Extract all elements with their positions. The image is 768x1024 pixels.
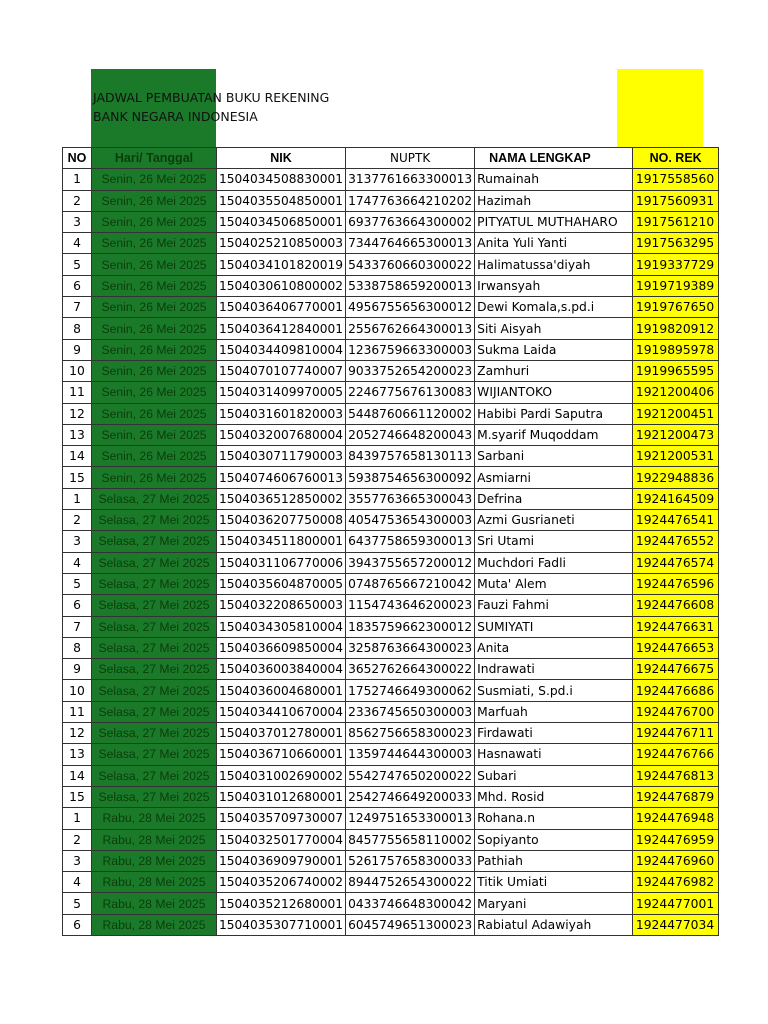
- header-no: NO: [63, 148, 92, 169]
- cell-no: 11: [63, 382, 92, 403]
- cell-nik: 1504036909790001: [217, 850, 346, 871]
- cell-nuptk: 5448760661120002: [346, 403, 475, 424]
- cell-nama-lengkap: Siti Aisyah: [475, 318, 633, 339]
- cell-hari-tanggal: Selasa, 27 Mei 2025: [92, 552, 217, 573]
- cell-no: 11: [63, 701, 92, 722]
- cell-nuptk: 3652762664300022: [346, 659, 475, 680]
- table-row: [63, 190, 719, 211]
- cell-no-rek: 1924476596: [633, 573, 719, 594]
- cell-nik: 1504025210850003: [217, 233, 346, 254]
- cell-nik: 1504035206740002: [217, 872, 346, 893]
- cell-nuptk: 3943755657200012: [346, 552, 475, 573]
- cell-nik: 1504032501770004: [217, 829, 346, 850]
- cell-nik: 1504034101820019: [217, 254, 346, 275]
- rek-column-header-fill: [617, 69, 703, 147]
- cell-no: 9: [63, 659, 92, 680]
- cell-hari-tanggal: Selasa, 27 Mei 2025: [92, 637, 217, 658]
- cell-no-rek: 1924476879: [633, 786, 719, 807]
- cell-nuptk: 1747763664210202: [346, 190, 475, 211]
- cell-no: 10: [63, 360, 92, 381]
- cell-hari-tanggal: Senin, 26 Mei 2025: [92, 424, 217, 445]
- cell-nik: 1504036609850004: [217, 637, 346, 658]
- cell-no-rek: 1924476653: [633, 637, 719, 658]
- cell-nama-lengkap: Azmi Gusrianeti: [475, 510, 633, 531]
- cell-nama-lengkap: PITYATUL MUTHAHARO: [475, 211, 633, 232]
- cell-nama-lengkap: Sri Utami: [475, 531, 633, 552]
- cell-nama-lengkap: Fauzi Fahmi: [475, 595, 633, 616]
- cell-nama-lengkap: Indrawati: [475, 659, 633, 680]
- cell-no: 5: [63, 573, 92, 594]
- cell-no-rek: 1924476960: [633, 850, 719, 871]
- cell-no: 6: [63, 914, 92, 935]
- cell-hari-tanggal: Rabu, 28 Mei 2025: [92, 829, 217, 850]
- cell-nuptk: 1236759663300003: [346, 339, 475, 360]
- cell-no: 2: [63, 829, 92, 850]
- cell-hari-tanggal: Selasa, 27 Mei 2025: [92, 488, 217, 509]
- cell-nama-lengkap: Maryani: [475, 893, 633, 914]
- cell-no-rek: 1917560931: [633, 190, 719, 211]
- cell-no: 4: [63, 872, 92, 893]
- cell-no-rek: 1919820912: [633, 318, 719, 339]
- cell-no: 8: [63, 318, 92, 339]
- cell-no-rek: 1919719389: [633, 275, 719, 296]
- cell-nama-lengkap: Muchdori Fadli: [475, 552, 633, 573]
- table-row: [63, 893, 719, 914]
- cell-nama-lengkap: SUMIYATI: [475, 616, 633, 637]
- table-row: [63, 850, 719, 871]
- cell-no: 5: [63, 893, 92, 914]
- table-row: [63, 573, 719, 594]
- cell-hari-tanggal: Senin, 26 Mei 2025: [92, 446, 217, 467]
- cell-hari-tanggal: Selasa, 27 Mei 2025: [92, 510, 217, 531]
- cell-no: 4: [63, 233, 92, 254]
- cell-nuptk: 5338758659200013: [346, 275, 475, 296]
- cell-hari-tanggal: Senin, 26 Mei 2025: [92, 403, 217, 424]
- cell-nik: 1504031409970005: [217, 382, 346, 403]
- cell-nama-lengkap: M.syarif Muqoddam: [475, 424, 633, 445]
- cell-no: 12: [63, 403, 92, 424]
- cell-nik: 1504031002690002: [217, 765, 346, 786]
- table-row: [63, 829, 719, 850]
- cell-hari-tanggal: Selasa, 27 Mei 2025: [92, 744, 217, 765]
- cell-nuptk: 5938754656300092: [346, 467, 475, 488]
- cell-nuptk: 0748765667210042: [346, 573, 475, 594]
- cell-nik: 1504034508830001: [217, 169, 346, 190]
- cell-nuptk: 2556762664300013: [346, 318, 475, 339]
- cell-nuptk: 3557763665300043: [346, 488, 475, 509]
- cell-nama-lengkap: Rohana.n: [475, 808, 633, 829]
- cell-no-rek: 1924476675: [633, 659, 719, 680]
- cell-hari-tanggal: Senin, 26 Mei 2025: [92, 190, 217, 211]
- cell-no-rek: 1924477034: [633, 914, 719, 935]
- cell-no: 6: [63, 595, 92, 616]
- cell-no-rek: 1917558560: [633, 169, 719, 190]
- header-nuptk: NUPTK: [346, 148, 475, 169]
- cell-no: 4: [63, 552, 92, 573]
- cell-no-rek: 1922948836: [633, 467, 719, 488]
- cell-hari-tanggal: Selasa, 27 Mei 2025: [92, 573, 217, 594]
- cell-no-rek: 1924476574: [633, 552, 719, 573]
- cell-nama-lengkap: Dewi Komala,s.pd.i: [475, 297, 633, 318]
- cell-hari-tanggal: Selasa, 27 Mei 2025: [92, 680, 217, 701]
- header-nama-lengkap: NAMA LENGKAP: [475, 148, 633, 169]
- cell-nama-lengkap: Sukma Laida: [475, 339, 633, 360]
- cell-no: 15: [63, 786, 92, 807]
- cell-nik: 1504035307710001: [217, 914, 346, 935]
- cell-nik: 1504030610800002: [217, 275, 346, 296]
- table-row: [63, 275, 719, 296]
- cell-no: 3: [63, 211, 92, 232]
- cell-nik: 1504031012680001: [217, 786, 346, 807]
- cell-nik: 1504034506850001: [217, 211, 346, 232]
- cell-hari-tanggal: Rabu, 28 Mei 2025: [92, 808, 217, 829]
- table-row: [63, 680, 719, 701]
- cell-no: 12: [63, 723, 92, 744]
- cell-no: 9: [63, 339, 92, 360]
- cell-nik: 1504037012780001: [217, 723, 346, 744]
- table-row: [63, 403, 719, 424]
- cell-hari-tanggal: Senin, 26 Mei 2025: [92, 169, 217, 190]
- header-nik: NIK: [217, 148, 346, 169]
- cell-hari-tanggal: Selasa, 27 Mei 2025: [92, 531, 217, 552]
- cell-nuptk: 5433760660300022: [346, 254, 475, 275]
- table-row: [63, 616, 719, 637]
- cell-nuptk: 2052746648200043: [346, 424, 475, 445]
- cell-nuptk: 2246775676130083: [346, 382, 475, 403]
- cell-nuptk: 8944752654300022: [346, 872, 475, 893]
- cell-nuptk: 1359744644300003: [346, 744, 475, 765]
- cell-nuptk: 6045749651300023: [346, 914, 475, 935]
- cell-no: 7: [63, 297, 92, 318]
- cell-nama-lengkap: Mhd. Rosid: [475, 786, 633, 807]
- table-row: [63, 169, 719, 190]
- cell-nuptk: 4956755656300012: [346, 297, 475, 318]
- document-title: JADWAL PEMBUATAN BUKU REKENING: [93, 90, 330, 105]
- cell-no-rek: 1924476948: [633, 808, 719, 829]
- cell-no-rek: 1924476711: [633, 723, 719, 744]
- cell-no: 3: [63, 531, 92, 552]
- cell-nama-lengkap: Anita Yuli Yanti: [475, 233, 633, 254]
- table-row: [63, 254, 719, 275]
- cell-hari-tanggal: Senin, 26 Mei 2025: [92, 275, 217, 296]
- cell-nuptk: 5542747650200022: [346, 765, 475, 786]
- table-row: [63, 531, 719, 552]
- header-hari-tanggal: Hari/ Tanggal: [92, 148, 217, 169]
- cell-nuptk: 1752746649300062: [346, 680, 475, 701]
- cell-hari-tanggal: Senin, 26 Mei 2025: [92, 233, 217, 254]
- cell-no: 13: [63, 424, 92, 445]
- cell-nik: 1504032007680004: [217, 424, 346, 445]
- cell-hari-tanggal: Rabu, 28 Mei 2025: [92, 914, 217, 935]
- cell-no-rek: 1917563295: [633, 233, 719, 254]
- cell-nik: 1504030711790003: [217, 446, 346, 467]
- cell-nik: 1504036406770001: [217, 297, 346, 318]
- cell-nuptk: 2336745650300003: [346, 701, 475, 722]
- table-row: [63, 382, 719, 403]
- table-row: [63, 446, 719, 467]
- cell-nuptk: 1835759662300012: [346, 616, 475, 637]
- cell-nuptk: 2542746649200033: [346, 786, 475, 807]
- cell-hari-tanggal: Senin, 26 Mei 2025: [92, 254, 217, 275]
- cell-nuptk: 8562756658300023: [346, 723, 475, 744]
- table-row: [63, 360, 719, 381]
- cell-hari-tanggal: Rabu, 28 Mei 2025: [92, 872, 217, 893]
- cell-nama-lengkap: Marfuah: [475, 701, 633, 722]
- cell-hari-tanggal: Senin, 26 Mei 2025: [92, 382, 217, 403]
- cell-nuptk: 0433746648300042: [346, 893, 475, 914]
- table-row: [63, 467, 719, 488]
- cell-nik: 1504035504850001: [217, 190, 346, 211]
- cell-nik: 1504031601820003: [217, 403, 346, 424]
- cell-no: 1: [63, 808, 92, 829]
- table-row: [63, 552, 719, 573]
- cell-hari-tanggal: Selasa, 27 Mei 2025: [92, 701, 217, 722]
- cell-nama-lengkap: Halimatussa'diyah: [475, 254, 633, 275]
- cell-no: 5: [63, 254, 92, 275]
- cell-nama-lengkap: Firdawati: [475, 723, 633, 744]
- cell-nuptk: 4054753654300003: [346, 510, 475, 531]
- table-row: [63, 786, 719, 807]
- cell-no: 1: [63, 169, 92, 190]
- cell-nama-lengkap: Hazimah: [475, 190, 633, 211]
- cell-nik: 1504031106770006: [217, 552, 346, 573]
- table-header-row: [63, 148, 719, 169]
- cell-nik: 1504036004680001: [217, 680, 346, 701]
- cell-no-rek: 1924476766: [633, 744, 719, 765]
- cell-nik: 1504036207750008: [217, 510, 346, 531]
- cell-no-rek: 1924476541: [633, 510, 719, 531]
- cell-nik: 1504034511800001: [217, 531, 346, 552]
- table-row: [63, 914, 719, 935]
- cell-nama-lengkap: Pathiah: [475, 850, 633, 871]
- cell-no: 3: [63, 850, 92, 871]
- cell-nik: 1504070107740007: [217, 360, 346, 381]
- cell-no-rek: 1919965595: [633, 360, 719, 381]
- table-row: [63, 659, 719, 680]
- cell-no: 7: [63, 616, 92, 637]
- cell-nuptk: 7344764665300013: [346, 233, 475, 254]
- cell-no: 14: [63, 446, 92, 467]
- cell-nik: 1504036412840001: [217, 318, 346, 339]
- cell-nama-lengkap: Rabiatul Adawiyah: [475, 914, 633, 935]
- cell-nik: 1504035709730007: [217, 808, 346, 829]
- cell-nik: 1504036512850002: [217, 488, 346, 509]
- cell-nik: 1504034305810004: [217, 616, 346, 637]
- cell-no-rek: 1919767650: [633, 297, 719, 318]
- cell-no-rek: 1924476813: [633, 765, 719, 786]
- cell-nik: 1504074606760013: [217, 467, 346, 488]
- table-row: [63, 723, 719, 744]
- cell-no: 2: [63, 510, 92, 531]
- table-row: [63, 488, 719, 509]
- cell-hari-tanggal: Senin, 26 Mei 2025: [92, 467, 217, 488]
- table-row: [63, 318, 719, 339]
- cell-no-rek: 1924476631: [633, 616, 719, 637]
- cell-nuptk: 1249751653300013: [346, 808, 475, 829]
- table-row: [63, 595, 719, 616]
- cell-nama-lengkap: Anita: [475, 637, 633, 658]
- cell-no-rek: 1919895978: [633, 339, 719, 360]
- cell-no: 8: [63, 637, 92, 658]
- cell-no-rek: 1924476959: [633, 829, 719, 850]
- cell-no-rek: 1924476700: [633, 701, 719, 722]
- cell-nuptk: 6437758659300013: [346, 531, 475, 552]
- cell-nama-lengkap: WIJIANTOKO: [475, 382, 633, 403]
- cell-no: 14: [63, 765, 92, 786]
- cell-no-rek: 1921200531: [633, 446, 719, 467]
- cell-nama-lengkap: Rumainah: [475, 169, 633, 190]
- table-body: [63, 169, 719, 936]
- cell-nik: 1504034410670004: [217, 701, 346, 722]
- cell-no: 15: [63, 467, 92, 488]
- cell-nama-lengkap: Habibi Pardi Saputra: [475, 403, 633, 424]
- cell-hari-tanggal: Senin, 26 Mei 2025: [92, 318, 217, 339]
- cell-nama-lengkap: Titik Umiati: [475, 872, 633, 893]
- cell-nama-lengkap: Sarbani: [475, 446, 633, 467]
- cell-no-rek: 1924476686: [633, 680, 719, 701]
- cell-no: 1: [63, 488, 92, 509]
- cell-no-rek: 1917561210: [633, 211, 719, 232]
- cell-no-rek: 1924476552: [633, 531, 719, 552]
- cell-nuptk: 3137761663300013: [346, 169, 475, 190]
- cell-nik: 1504036710660001: [217, 744, 346, 765]
- cell-no-rek: 1924477001: [633, 893, 719, 914]
- schedule-table: [62, 147, 719, 936]
- table-row: [63, 765, 719, 786]
- cell-nama-lengkap: Defrina: [475, 488, 633, 509]
- cell-nik: 1504034409810004: [217, 339, 346, 360]
- cell-no: 10: [63, 680, 92, 701]
- cell-hari-tanggal: Selasa, 27 Mei 2025: [92, 786, 217, 807]
- cell-hari-tanggal: Selasa, 27 Mei 2025: [92, 659, 217, 680]
- cell-nuptk: 8457755658110002: [346, 829, 475, 850]
- table-row: [63, 297, 719, 318]
- cell-nuptk: 1154743646200023: [346, 595, 475, 616]
- date-column-header-fill: [91, 69, 216, 147]
- cell-nama-lengkap: Asmiarni: [475, 467, 633, 488]
- cell-hari-tanggal: Selasa, 27 Mei 2025: [92, 765, 217, 786]
- cell-hari-tanggal: Selasa, 27 Mei 2025: [92, 616, 217, 637]
- table-row: [63, 808, 719, 829]
- table-row: [63, 872, 719, 893]
- cell-hari-tanggal: Selasa, 27 Mei 2025: [92, 595, 217, 616]
- cell-hari-tanggal: Senin, 26 Mei 2025: [92, 211, 217, 232]
- cell-hari-tanggal: Senin, 26 Mei 2025: [92, 339, 217, 360]
- cell-nik: 1504032208650003: [217, 595, 346, 616]
- cell-nik: 1504036003840004: [217, 659, 346, 680]
- cell-nuptk: 9033752654200023: [346, 360, 475, 381]
- cell-nama-lengkap: Muta' Alem: [475, 573, 633, 594]
- cell-hari-tanggal: Rabu, 28 Mei 2025: [92, 893, 217, 914]
- cell-nama-lengkap: Irwansyah: [475, 275, 633, 296]
- cell-no-rek: 1921200451: [633, 403, 719, 424]
- cell-hari-tanggal: Rabu, 28 Mei 2025: [92, 850, 217, 871]
- cell-hari-tanggal: Senin, 26 Mei 2025: [92, 297, 217, 318]
- cell-nik: 1504035212680001: [217, 893, 346, 914]
- cell-nuptk: 6937763664300002: [346, 211, 475, 232]
- document-subtitle: BANK NEGARA INDONESIA: [93, 109, 258, 124]
- table-row: [63, 339, 719, 360]
- header-no-rek: NO. REK: [633, 148, 719, 169]
- cell-hari-tanggal: Selasa, 27 Mei 2025: [92, 723, 217, 744]
- cell-nik: 1504035604870005: [217, 573, 346, 594]
- cell-no-rek: 1924164509: [633, 488, 719, 509]
- cell-no: 6: [63, 275, 92, 296]
- cell-nama-lengkap: Sopiyanto: [475, 829, 633, 850]
- table-row: [63, 424, 719, 445]
- table-row: [63, 701, 719, 722]
- table-row: [63, 637, 719, 658]
- cell-no-rek: 1924476982: [633, 872, 719, 893]
- table-row: [63, 744, 719, 765]
- cell-no-rek: 1919337729: [633, 254, 719, 275]
- table-row: [63, 510, 719, 531]
- cell-nama-lengkap: Zamhuri: [475, 360, 633, 381]
- cell-nuptk: 3258763664300023: [346, 637, 475, 658]
- cell-no: 13: [63, 744, 92, 765]
- cell-hari-tanggal: Senin, 26 Mei 2025: [92, 360, 217, 381]
- cell-nuptk: 8439757658130113: [346, 446, 475, 467]
- cell-no-rek: 1921200406: [633, 382, 719, 403]
- table-row: [63, 233, 719, 254]
- cell-nama-lengkap: Susmiati, S.pd.i: [475, 680, 633, 701]
- cell-nama-lengkap: Hasnawati: [475, 744, 633, 765]
- cell-no-rek: 1924476608: [633, 595, 719, 616]
- cell-nama-lengkap: Subari: [475, 765, 633, 786]
- cell-no: 2: [63, 190, 92, 211]
- cell-nuptk: 5261757658300033: [346, 850, 475, 871]
- cell-no-rek: 1921200473: [633, 424, 719, 445]
- table-row: [63, 211, 719, 232]
